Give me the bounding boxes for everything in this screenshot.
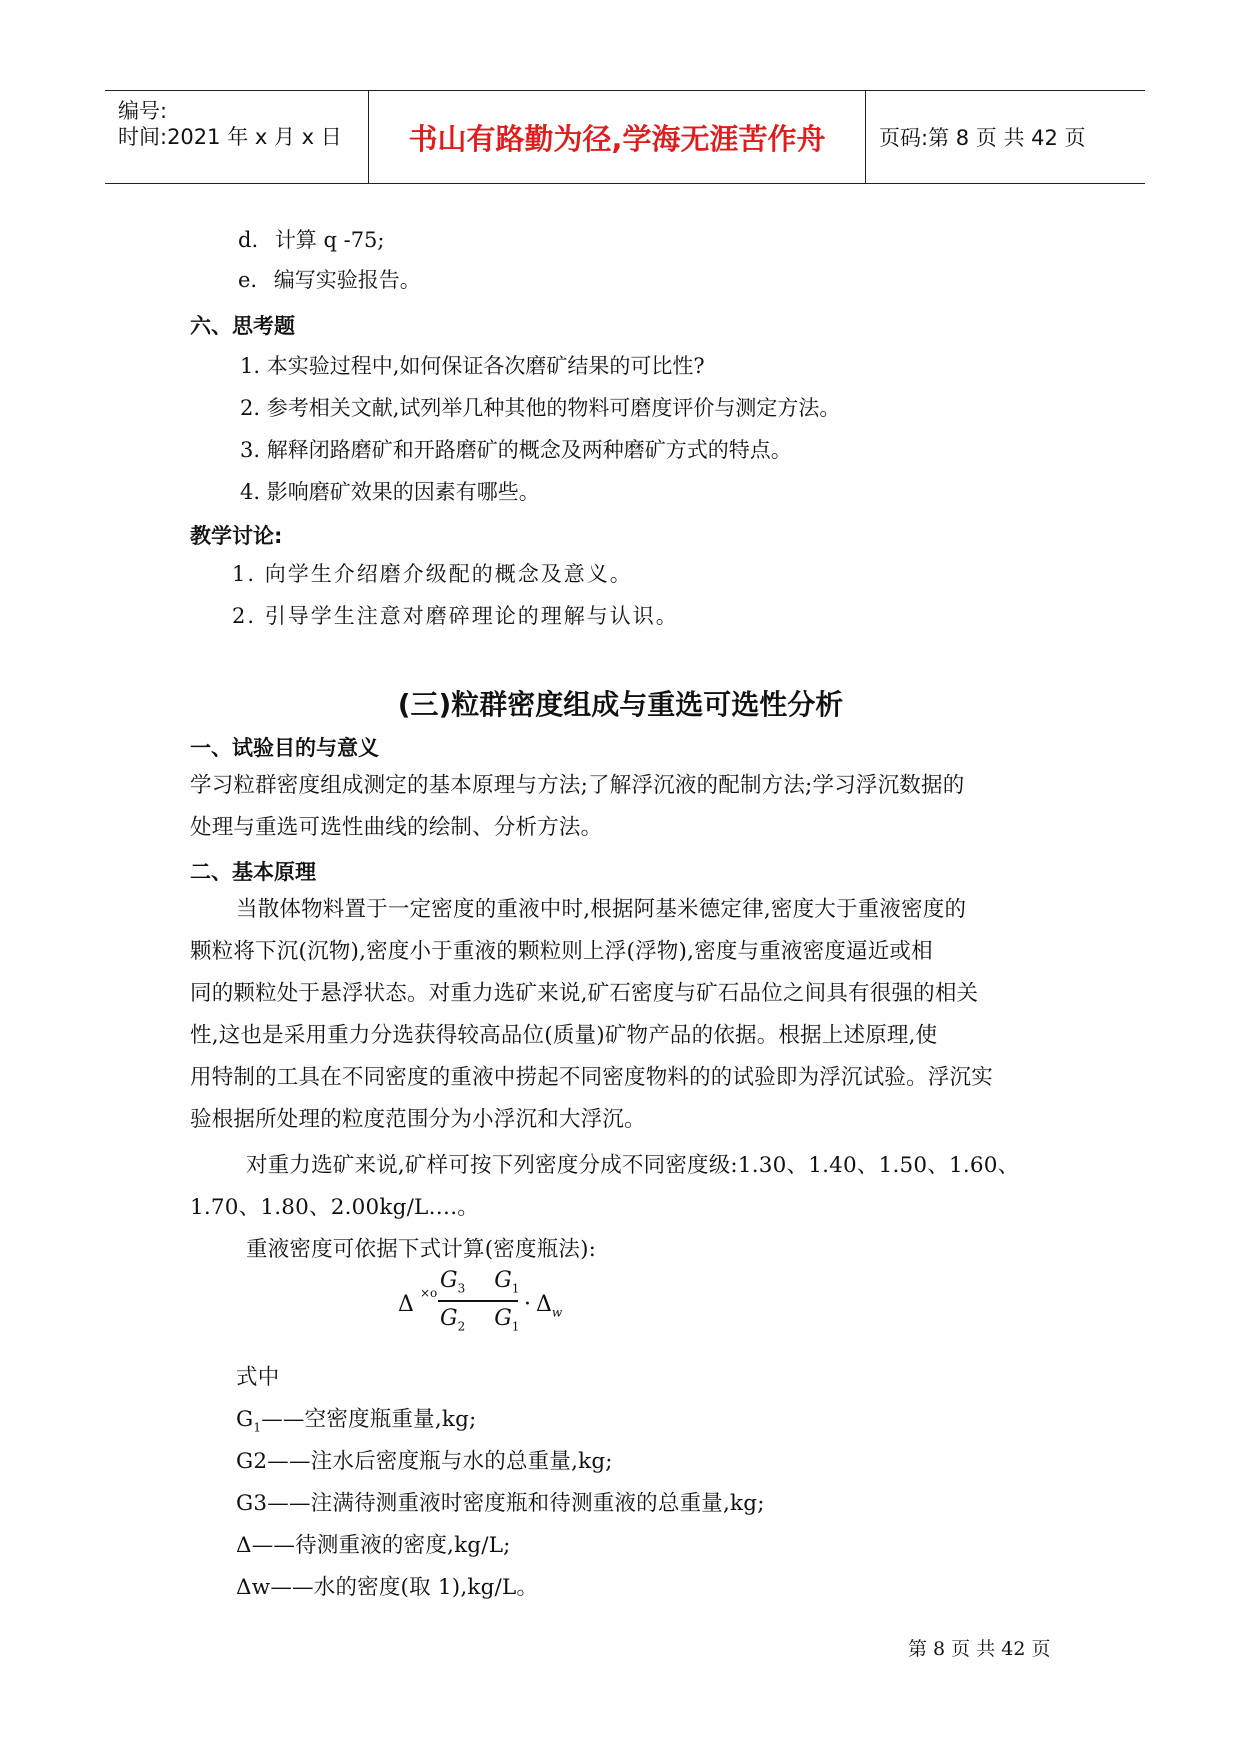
fraction-bar (438, 1300, 518, 1302)
definition-subscript: 1 (253, 1420, 262, 1435)
formula-subscript: 2 (457, 1319, 466, 1334)
header-left-cell (105, 91, 369, 183)
list-item: 1. 向学生介绍磨介级配的概念及意义。 (232, 562, 633, 586)
definition-symbol: Δw (236, 1575, 271, 1600)
list-item: 4. 影响磨矿效果的因素有哪些。 (240, 480, 540, 504)
formula-subscript: 3 (457, 1281, 466, 1296)
formula-symbol: G (494, 1268, 512, 1293)
formula-symbol: G (494, 1306, 512, 1331)
section-1-title: 一、试验目的与意义 (190, 736, 379, 760)
step-label: e. (238, 268, 258, 292)
list-item: 3. 解释闭路磨矿和开路磨矿的概念及两种磨矿方式的特点。 (240, 438, 792, 462)
definition-text: ——待测重液的密度,kg/L; (251, 1533, 511, 1558)
paragraph-line: 学习粒群密度组成测定的基本原理与方法;了解浮沉液的配制方法;学习浮沉数据的 (190, 773, 965, 798)
step-label: d. (238, 228, 259, 252)
paragraph-line: 当散体物料置于一定密度的重液中时,根据阿基米德定律,密度大于重液密度的 (236, 897, 967, 922)
formula-symbol: G (440, 1268, 458, 1293)
paragraph-line: 颗粒将下沉(沉物),密度小于重液的颗粒则上浮(浮物),密度与重液密度逼近或相 (190, 939, 933, 964)
header-right-cell (867, 91, 1145, 183)
definition-symbol: G3 (236, 1491, 268, 1516)
definition-symbol: G2 (236, 1449, 268, 1474)
density-line: 1.70、1.80、2.00kg/L….。 (190, 1195, 479, 1220)
definition-symbol: G (236, 1407, 254, 1432)
definition-row (236, 1528, 511, 1559)
step-d (238, 230, 385, 251)
definition-row (236, 1570, 538, 1601)
discussion-title: 教学讨论: (190, 524, 283, 548)
paragraph-line: 验根据所处理的粒度范围分为小浮沉和大浮沉。 (190, 1107, 646, 1132)
formula-intro: 重液密度可依据下式计算(密度瓶法): (246, 1237, 597, 1262)
page-header (105, 90, 1145, 184)
formula-delta-w (536, 1292, 562, 1319)
formula-subscript: w (551, 1305, 563, 1320)
step-e (238, 270, 421, 291)
step-text: 计算 q -75; (274, 228, 385, 252)
where-label: 式中 (236, 1365, 280, 1390)
list-item: 1. 本实验过程中,如何保证各次磨矿结果的可比性? (240, 354, 705, 378)
density-formula (398, 1264, 598, 1344)
page-footer: 第 8 页 共 42 页 (908, 1638, 1051, 1660)
paragraph-line: 用特制的工具在不同密度的重液中捞起不同密度物料的的试验即为浮沉试验。浮沉实 (190, 1065, 993, 1090)
header-motto: 书山有路勤为径,学海无涯苦作舟 (408, 122, 826, 156)
formula-subscript: 1 (511, 1281, 520, 1296)
definition-text: ——空密度瓶重量,kg; (261, 1407, 477, 1432)
formula-dot: · (524, 1292, 531, 1317)
document-time: 时间:2021 年 x 月 x 日 (118, 125, 342, 149)
definition-row (236, 1486, 765, 1517)
definition-text: ——水的密度(取 1),kg/L。 (270, 1575, 539, 1600)
paragraph-line: 处理与重选可选性曲线的绘制、分析方法。 (190, 815, 603, 840)
section-2-title: 二、基本原理 (190, 860, 316, 884)
paragraph-line: 性,这也是采用重力分选获得较高品位(质量)矿物产品的依据。根据上述原理,使 (190, 1023, 938, 1048)
paragraph-line: 同的颗粒处于悬浮状态。对重力选矿来说,矿石密度与矿石品位之间具有很强的相关 (190, 981, 979, 1006)
document-number-label: 编号: (118, 99, 168, 123)
definition-row (236, 1444, 613, 1475)
list-item: 2. 引导学生注意对磨碎理论的理解与认识。 (232, 604, 679, 628)
formula-symbol: Δ (536, 1292, 552, 1317)
header-middle-cell (369, 91, 866, 183)
density-line: 对重力选矿来说,矿样可按下列密度分成不同密度级:1.30、1.40、1.50、1.60、 (246, 1153, 1020, 1178)
section-6-title: 六、思考题 (190, 314, 295, 338)
formula-numerator (440, 1268, 519, 1295)
definition-row (236, 1402, 477, 1434)
formula-denominator (440, 1306, 519, 1333)
formula-symbol: G (440, 1306, 458, 1331)
definition-symbol: Δ (236, 1533, 252, 1558)
formula-equals: ×o (420, 1286, 438, 1300)
formula-delta: Δ (398, 1292, 414, 1317)
definition-text: ——注水后密度瓶与水的总重量,kg; (267, 1449, 613, 1474)
formula-subscript: 1 (511, 1319, 520, 1334)
chapter-title: (三)粒群密度组成与重选可选性分析 (397, 688, 844, 721)
step-text: 编写实验报告。 (273, 268, 421, 292)
list-item: 2. 参考相关文献,试列举几种其他的物料可磨度评价与测定方法。 (240, 396, 841, 420)
definition-text: ——注满待测重液时密度瓶和待测重液的总重量,kg; (267, 1491, 765, 1516)
header-page-number: 页码:第 8 页 共 42 页 (879, 126, 1086, 150)
